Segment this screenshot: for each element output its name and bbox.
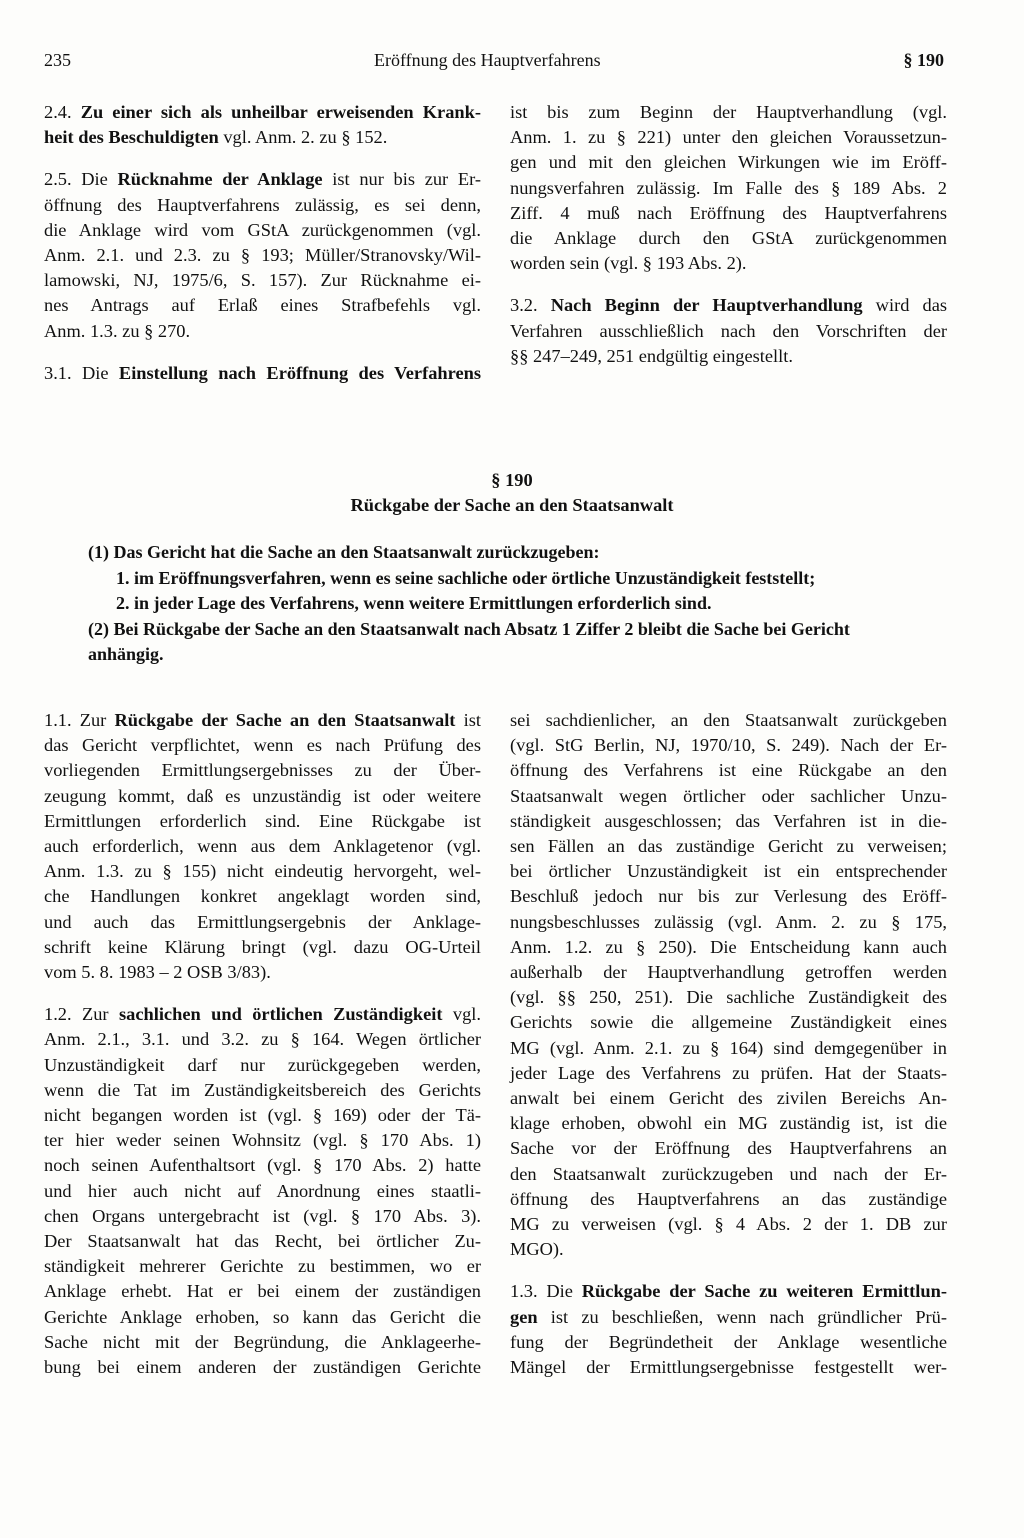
text-line: klage erhoben, obwohl ein MG zuständig ist, ist die	[510, 1113, 947, 1134]
text-run: 2.5. Die	[44, 169, 118, 190]
statute-para-2-cont: anhängig.	[88, 644, 164, 664]
column-top-left	[44, 100, 481, 386]
text-line: Mängel der Ermittlungsergebnisse festgestellt wer-	[510, 1357, 947, 1378]
text-line: Anm. 1. zu § 221) unter den gleichen Voraussetzun-	[510, 127, 947, 148]
text-line: fung der Begründetheit der Anklage wesentliche	[510, 1331, 947, 1352]
column-bottom-left	[44, 708, 481, 1380]
paragraph-gap	[44, 344, 481, 361]
text-line: ständigkeit ausgeschlossen; das Verfahren ist in die-	[510, 810, 947, 831]
statute-para-2: (2) Bei Rückgabe der Sache an den Staatsanwalt nach Absatz 1 Ziffer 2 bleibt die Sache bei Gericht	[88, 618, 850, 639]
text-line: wenn die Tat im Zuständigkeitsbereich des Gerichts	[44, 1079, 481, 1100]
text-line	[510, 293, 947, 318]
section-number: § 190	[491, 470, 533, 490]
text-line: (vgl. StG Berlin, NJ, 1970/10, S. 249). Nach der Er-	[510, 735, 947, 756]
bold-run: sachlichen und örtlichen Zuständigkeit	[118, 1004, 443, 1025]
text-run: 3.2.	[510, 295, 551, 316]
text-line: MGO).	[510, 1239, 564, 1260]
text-line: Beschluß jedoch nur bis zur Verlesung des Eröff-	[510, 886, 947, 907]
page-number: 235	[44, 50, 71, 70]
text-line: nungsverfahren zulässig. Im Falle des § 189 Abs. 2	[510, 177, 947, 198]
page-header	[44, 50, 944, 80]
text-line: auch erforderlich, wenn aus dem Anklagetenor (vgl.	[44, 836, 481, 857]
text-line: und auch das Ermittlungsergebnis der Anklage-	[44, 911, 481, 932]
text-line: ständigkeit mehrerer Gerichte zu bestimmen, wo er	[44, 1256, 481, 1277]
text-line: vom 5. 8. 1983 – 2 OSB 3/83).	[44, 962, 271, 983]
text-line	[44, 100, 481, 125]
text-line: öffnung des Hauptverfahrens an das zuständige	[510, 1188, 947, 1209]
text-line: Anklage erhebt. Hat er bei einem der zuständigen	[44, 1281, 481, 1302]
text-line: MG (vgl. Anm. 2.1. zu § 164) sind demgegenüber in	[510, 1037, 947, 1058]
text-line	[44, 708, 481, 733]
bold-run: Rückgabe der Sache an den Staatsanwalt	[114, 710, 456, 730]
text-line: Anm. 1.3. zu § 270.	[44, 320, 191, 341]
text-run: vgl. Anm. 2. zu § 152.	[218, 127, 388, 148]
text-run: 2.4.	[44, 102, 81, 122]
paragraph	[44, 361, 481, 386]
text-line: lamowski, NJ, 1975/6, S. 157). Zur Rücknahme ei-	[44, 270, 481, 291]
text-line: nicht begangen worden ist (vgl. § 169) oder der Tä-	[44, 1105, 481, 1126]
bold-run: heit des Beschuldigten	[44, 127, 219, 148]
text-line: und hier auch nicht auf Anordnung eines staatli-	[44, 1180, 481, 1201]
text-line: vorliegenden Ermittlungsergebnisses zu der Über-	[44, 760, 481, 781]
paragraph	[44, 100, 481, 150]
text-line: bei örtlicher Unzuständigkeit ist ein entsprechender	[510, 861, 947, 882]
running-title: Eröffnung des Hauptverfahrens	[374, 50, 601, 70]
text-line: den Staatsanwalt zurückzugeben und nach der Er-	[510, 1163, 947, 1184]
statute-text	[88, 540, 908, 668]
text-run: ist zu beschließen, wenn nach gründlicher Prü-	[537, 1306, 947, 1327]
paragraph	[44, 167, 481, 343]
text-run: 1.2. Zur	[44, 1004, 119, 1025]
text-line: Staatsanwalt wegen örtlicher oder sachlicher Unzu-	[510, 785, 947, 806]
text-run: ist	[455, 710, 481, 730]
text-line: MG zu verweisen (vgl. § 4 Abs. 2 der 1. DB zur	[510, 1214, 947, 1235]
paragraph	[510, 100, 947, 276]
statute-para-1: (1) Das Gericht hat die Sache an den Staatsanwalt zurückzugeben:	[88, 542, 600, 562]
text-line: Verfahren ausschließlich nach den Vorschriften der	[510, 320, 947, 341]
paragraph	[510, 708, 947, 1262]
text-line: Ermittlungen erforderlich sind. Eine Rückgabe ist	[44, 810, 481, 831]
text-line	[510, 1279, 947, 1304]
text-line	[44, 125, 481, 150]
text-run: 1.1. Zur	[44, 710, 115, 730]
text-line: Anm. 1.3. zu § 155) nicht eindeutig hervorgeht, wel-	[44, 861, 481, 882]
text-line: Ziff. 4 muß nach Eröffnung des Hauptverfahrens	[510, 202, 947, 223]
text-line: die Anklage wird vom GStA zurückgenommen (vgl.	[44, 219, 481, 240]
text-line: Sache vor der Eröffnung des Hauptverfahrens an	[510, 1138, 947, 1159]
text-line: ter hier weder seinen Wohnsitz (vgl. § 170 Abs. 1)	[44, 1130, 481, 1151]
text-line	[510, 1305, 947, 1330]
text-line	[44, 167, 481, 192]
bold-run: Einstellung nach Eröffnung des Verfahrens	[118, 362, 482, 383]
text-line: ist bis zum Beginn der Hauptverhandlung (vgl.	[510, 102, 947, 122]
bold-run: Rücknahme der Anklage	[117, 169, 323, 190]
text-line: Anm. 2.1. und 2.3. zu § 193; Müller/Stranovsky/Wil-	[44, 245, 481, 266]
paragraph	[510, 1279, 947, 1380]
text-line: noch seinen Aufenthaltsort (vgl. § 170 Abs. 2) hatte	[44, 1155, 481, 1176]
text-run: vgl.	[442, 1004, 481, 1025]
text-line: worden sein (vgl. § 193 Abs. 2).	[510, 253, 747, 274]
text-line: Unzuständigkeit darf nur zurückgegeben werden,	[44, 1054, 481, 1075]
text-line: schrift keine Klärung bringt (vgl. dazu OG-Urteil	[44, 936, 481, 957]
text-line: (vgl. §§ 250, 251). Die sachliche Zuständigkeit des	[510, 987, 947, 1008]
text-line: das Gericht verpflichtet, wenn es nach Prüfung des	[44, 735, 481, 756]
text-line	[44, 1002, 481, 1027]
paragraph-gap	[44, 985, 481, 1002]
paragraph-gap	[44, 150, 481, 167]
column-bottom-right	[510, 708, 947, 1380]
text-run: wird das	[862, 295, 948, 316]
running-section: § 190	[903, 50, 944, 70]
text-line: sen Fällen an das zuständige Gericht zu verweisen;	[510, 836, 947, 857]
text-line: nungsbeschlusses zulässig (vgl. Anm. 2. zu § 175,	[510, 911, 947, 932]
text-line: bung bei einem anderen der zuständigen Gerichte	[44, 1357, 481, 1378]
text-line: nes Antrags auf Erlaß eines Strafbefehls vgl.	[44, 295, 481, 316]
text-line: anwalt bei einem Gericht des zivilen Bereichs An-	[510, 1088, 947, 1109]
bold-run: Rückgabe der Sache zu weiteren Ermittlun-	[581, 1281, 947, 1302]
text-line: gen und mit den gleichen Wirkungen wie im Eröff-	[510, 152, 947, 173]
text-line: Der Staatsanwalt hat das Recht, bei örtlicher Zu-	[44, 1231, 481, 1252]
section-title: Rückgabe der Sache an den Staatsanwalt	[350, 495, 674, 515]
text-line: öffnung des Hauptverfahrens zulässig, es sei denn,	[44, 194, 481, 215]
text-line	[44, 361, 481, 386]
statute-item-2: 2. in jeder Lage des Verfahrens, wenn weitere Ermittlungen erforderlich sind.	[116, 593, 712, 613]
paragraph-gap	[510, 1262, 947, 1279]
text-line: die Anklage durch den GStA zurückgenommen	[510, 228, 947, 249]
text-run: 1.3. Die	[510, 1281, 582, 1302]
text-line: öffnung des Verfahrens ist eine Rückgabe an den	[510, 760, 947, 781]
text-line: Sache nicht mit der Begründung, die Anklageerhe-	[44, 1331, 481, 1352]
text-line: Gerichte Anklage erhoben, so kann das Gericht die	[44, 1306, 481, 1327]
text-line: außerhalb der Hauptverhandlung getroffen werden	[510, 962, 947, 983]
text-line: che Handlungen konkret angeklagt worden sind,	[44, 886, 481, 907]
text-run: ist nur bis zur Er-	[322, 169, 481, 190]
text-line: Anm. 2.1., 3.1. und 3.2. zu § 164. Wegen örtlicher	[44, 1029, 481, 1050]
text-line: §§ 247–249, 251 endgültig eingestellt.	[510, 345, 793, 366]
paragraph	[510, 293, 947, 369]
bold-run: Nach Beginn der Hauptverhandlung	[550, 295, 863, 316]
section-heading	[0, 468, 1024, 518]
paragraph	[44, 1002, 481, 1380]
bold-run: Zu einer sich als unheilbar erweisenden Krank-	[80, 102, 481, 122]
text-run: 3.1. Die	[44, 362, 119, 383]
bold-run: gen	[510, 1306, 538, 1327]
text-line: chen Organs untergebracht ist (vgl. § 170 Abs. 3).	[44, 1205, 481, 1226]
paragraph	[44, 708, 481, 985]
text-line: jeder Lage des Verfahrens zu prüfen. Hat der Staats-	[510, 1062, 947, 1083]
text-line: zeugung kommt, daß es unzuständig ist oder weitere	[44, 785, 481, 806]
text-line: Anm. 1.2. zu § 250). Die Entscheidung kann auch	[510, 936, 947, 957]
text-line: Gerichts sowie die allgemeine Zuständigkeit eines	[510, 1012, 947, 1033]
text-line: sei sachdienlicher, an den Staatsanwalt zurückgeben	[510, 710, 947, 730]
column-top-right	[510, 100, 947, 369]
paragraph-gap	[510, 276, 947, 293]
statute-item-1: 1. im Eröffnungsverfahren, wenn es seine sachliche oder örtliche Unzuständigkeit feststellt;	[116, 567, 816, 588]
